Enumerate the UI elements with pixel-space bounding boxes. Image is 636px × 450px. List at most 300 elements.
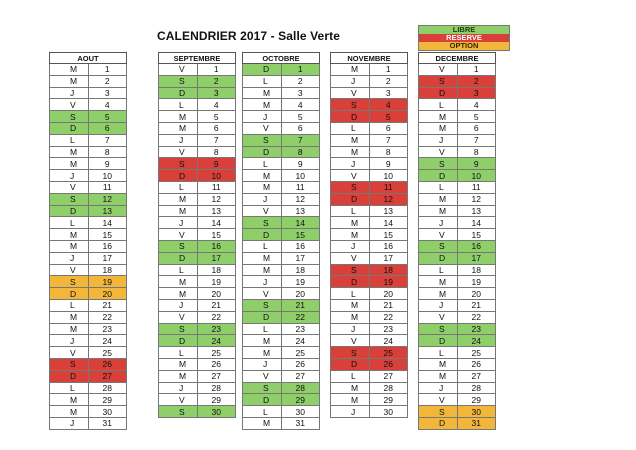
day-row	[159, 229, 236, 241]
day-row	[331, 229, 408, 241]
weekday-cell: D	[159, 252, 198, 264]
day-number-cell: 3	[281, 87, 320, 99]
day-row	[243, 99, 320, 111]
weekday-cell: M	[50, 240, 89, 252]
day-row	[419, 111, 496, 123]
day-number-cell: 11	[457, 181, 496, 193]
day-number-cell: 24	[457, 335, 496, 347]
day-row	[50, 299, 127, 311]
weekday-cell: D	[243, 229, 282, 241]
day-number-cell: 2	[88, 75, 127, 87]
weekday-cell: M	[243, 335, 282, 347]
day-row	[50, 205, 127, 217]
day-number-cell: 10	[88, 170, 127, 182]
month-header: OCTOBRE	[243, 53, 320, 64]
weekday-cell: J	[331, 75, 370, 87]
day-row	[243, 264, 320, 276]
day-row	[331, 252, 408, 264]
day-row	[419, 75, 496, 87]
weekday-cell: J	[159, 382, 198, 394]
day-row	[159, 87, 236, 99]
weekday-cell: M	[331, 229, 370, 241]
day-number-cell: 8	[369, 146, 408, 158]
day-number-cell: 21	[281, 299, 320, 311]
day-number-cell: 5	[197, 111, 236, 123]
day-number-cell: 4	[457, 99, 496, 111]
day-number-cell: 7	[369, 134, 408, 146]
day-number-cell: 26	[457, 358, 496, 370]
weekday-cell: V	[331, 335, 370, 347]
day-row	[243, 394, 320, 406]
weekday-cell: M	[331, 64, 370, 76]
day-number-cell: 4	[281, 99, 320, 111]
day-number-cell: 13	[197, 205, 236, 217]
month-header: NOVEMBRE	[331, 53, 408, 64]
day-row	[331, 347, 408, 359]
day-number-cell: 11	[369, 181, 408, 193]
weekday-cell: S	[419, 240, 458, 252]
weekday-cell: S	[159, 406, 198, 418]
day-number-cell: 5	[457, 111, 496, 123]
day-number-cell: 21	[88, 299, 127, 311]
weekday-cell: V	[159, 229, 198, 241]
day-number-cell: 13	[369, 205, 408, 217]
weekday-cell: M	[159, 122, 198, 134]
day-number-cell: 19	[281, 276, 320, 288]
day-row	[419, 382, 496, 394]
day-row	[419, 229, 496, 241]
day-number-cell: 19	[457, 276, 496, 288]
day-number-cell: 1	[197, 64, 236, 76]
weekday-cell: V	[331, 87, 370, 99]
day-row	[419, 370, 496, 382]
day-row	[159, 358, 236, 370]
weekday-cell: L	[419, 347, 458, 359]
weekday-cell: J	[419, 134, 458, 146]
day-number-cell: 26	[88, 358, 127, 370]
day-number-cell: 3	[457, 87, 496, 99]
day-row	[419, 406, 496, 418]
weekday-cell: M	[331, 134, 370, 146]
day-number-cell: 28	[88, 382, 127, 394]
day-row	[243, 181, 320, 193]
weekday-cell: M	[331, 394, 370, 406]
day-row	[243, 111, 320, 123]
weekday-cell: V	[50, 347, 89, 359]
day-number-cell: 24	[88, 335, 127, 347]
day-number-cell: 26	[369, 358, 408, 370]
day-number-cell: 20	[281, 288, 320, 300]
day-number-cell: 28	[197, 382, 236, 394]
day-row	[50, 323, 127, 335]
day-number-cell: 23	[457, 323, 496, 335]
weekday-cell: M	[50, 75, 89, 87]
day-row	[50, 122, 127, 134]
weekday-cell: D	[331, 193, 370, 205]
month-header: DECEMBRE	[419, 53, 496, 64]
weekday-cell: L	[243, 158, 282, 170]
day-number-cell: 4	[197, 99, 236, 111]
weekday-cell: J	[50, 87, 89, 99]
day-number-cell: 1	[88, 64, 127, 76]
weekday-cell: D	[50, 205, 89, 217]
day-row	[419, 323, 496, 335]
day-row	[50, 99, 127, 111]
weekday-cell: M	[50, 158, 89, 170]
day-row	[331, 205, 408, 217]
day-number-cell: 24	[281, 335, 320, 347]
weekday-cell: L	[159, 347, 198, 359]
month-table-aout	[49, 52, 127, 430]
weekday-cell: V	[50, 181, 89, 193]
day-number-cell: 16	[88, 240, 127, 252]
day-number-cell: 7	[197, 134, 236, 146]
day-number-cell: 28	[281, 382, 320, 394]
weekday-cell: V	[243, 370, 282, 382]
day-row	[331, 217, 408, 229]
day-number-cell: 6	[281, 122, 320, 134]
day-row	[331, 240, 408, 252]
day-number-cell: 19	[88, 276, 127, 288]
month-table-novembre	[330, 52, 408, 418]
weekday-cell: J	[159, 299, 198, 311]
day-row	[159, 170, 236, 182]
day-row	[419, 217, 496, 229]
day-number-cell: 7	[281, 134, 320, 146]
weekday-cell: L	[159, 181, 198, 193]
day-row	[159, 335, 236, 347]
weekday-cell: M	[159, 193, 198, 205]
day-row	[331, 122, 408, 134]
weekday-cell: S	[243, 134, 282, 146]
weekday-cell: L	[50, 217, 89, 229]
day-row	[331, 323, 408, 335]
weekday-cell: D	[50, 370, 89, 382]
weekday-cell: M	[419, 370, 458, 382]
day-row	[331, 193, 408, 205]
weekday-cell: S	[419, 158, 458, 170]
weekday-cell: S	[159, 323, 198, 335]
day-number-cell: 27	[281, 370, 320, 382]
day-row	[243, 299, 320, 311]
month-header: SEPTEMBRE	[159, 53, 236, 64]
day-row	[419, 134, 496, 146]
day-number-cell: 29	[281, 394, 320, 406]
day-row	[331, 158, 408, 170]
day-number-cell: 6	[457, 122, 496, 134]
day-number-cell: 21	[369, 299, 408, 311]
day-number-cell: 29	[88, 394, 127, 406]
weekday-cell: L	[50, 134, 89, 146]
weekday-cell: M	[331, 382, 370, 394]
day-row	[419, 252, 496, 264]
day-row	[159, 217, 236, 229]
day-number-cell: 25	[88, 347, 127, 359]
weekday-cell: L	[331, 288, 370, 300]
weekday-cell: V	[50, 264, 89, 276]
weekday-cell: D	[50, 288, 89, 300]
day-number-cell: 9	[369, 158, 408, 170]
weekday-cell: V	[419, 394, 458, 406]
day-row	[243, 193, 320, 205]
legend	[418, 25, 510, 51]
weekday-cell: V	[243, 288, 282, 300]
day-row	[159, 347, 236, 359]
day-row	[331, 170, 408, 182]
weekday-cell: J	[50, 417, 89, 429]
day-row	[243, 217, 320, 229]
day-number-cell: 12	[88, 193, 127, 205]
weekday-cell: J	[331, 323, 370, 335]
weekday-cell: L	[419, 181, 458, 193]
day-number-cell: 23	[88, 323, 127, 335]
day-number-cell: 21	[197, 299, 236, 311]
day-row	[419, 99, 496, 111]
day-number-cell: 25	[197, 347, 236, 359]
weekday-cell: M	[243, 170, 282, 182]
day-number-cell: 27	[369, 370, 408, 382]
day-number-cell: 30	[369, 406, 408, 418]
day-row	[419, 240, 496, 252]
day-number-cell: 10	[369, 170, 408, 182]
day-number-cell: 14	[457, 217, 496, 229]
weekday-cell: S	[50, 193, 89, 205]
day-number-cell: 17	[369, 252, 408, 264]
day-row	[243, 323, 320, 335]
day-number-cell: 27	[88, 370, 127, 382]
day-row	[243, 311, 320, 323]
day-row	[243, 417, 320, 429]
weekday-cell: J	[50, 170, 89, 182]
weekday-cell: J	[159, 134, 198, 146]
weekday-cell: M	[331, 217, 370, 229]
day-number-cell: 1	[281, 64, 320, 76]
weekday-cell: M	[243, 264, 282, 276]
day-row	[419, 288, 496, 300]
day-row	[159, 276, 236, 288]
day-row	[159, 394, 236, 406]
day-row	[419, 358, 496, 370]
day-row	[50, 347, 127, 359]
day-number-cell: 12	[281, 193, 320, 205]
day-row	[419, 299, 496, 311]
day-number-cell: 17	[88, 252, 127, 264]
day-row	[419, 347, 496, 359]
weekday-cell: M	[50, 406, 89, 418]
day-number-cell: 12	[197, 193, 236, 205]
weekday-cell: D	[419, 417, 458, 429]
page-title: CALENDRIER 2017 - Salle Verte	[157, 29, 340, 43]
day-row	[243, 347, 320, 359]
day-row	[419, 87, 496, 99]
day-number-cell: 25	[457, 347, 496, 359]
day-number-cell: 5	[88, 111, 127, 123]
day-number-cell: 23	[197, 323, 236, 335]
day-row	[159, 146, 236, 158]
day-number-cell: 14	[281, 217, 320, 229]
day-row	[50, 217, 127, 229]
weekday-cell: D	[419, 87, 458, 99]
day-row	[331, 99, 408, 111]
weekday-cell: S	[419, 406, 458, 418]
day-number-cell: 20	[369, 288, 408, 300]
weekday-cell: D	[243, 64, 282, 76]
day-number-cell: 31	[281, 417, 320, 429]
day-number-cell: 22	[457, 311, 496, 323]
day-row	[159, 111, 236, 123]
weekday-cell: L	[419, 99, 458, 111]
day-row	[50, 406, 127, 418]
weekday-cell: M	[331, 299, 370, 311]
day-row	[331, 64, 408, 76]
day-number-cell: 1	[369, 64, 408, 76]
weekday-cell: V	[159, 146, 198, 158]
weekday-cell: V	[331, 252, 370, 264]
day-row	[159, 288, 236, 300]
weekday-cell: J	[243, 193, 282, 205]
day-row	[419, 394, 496, 406]
day-row	[50, 288, 127, 300]
weekday-cell: D	[243, 394, 282, 406]
day-number-cell: 30	[197, 406, 236, 418]
weekday-cell: S	[331, 181, 370, 193]
day-number-cell: 3	[197, 87, 236, 99]
weekday-cell: D	[50, 122, 89, 134]
weekday-cell: J	[419, 382, 458, 394]
day-number-cell: 6	[197, 122, 236, 134]
day-row	[419, 311, 496, 323]
day-number-cell: 25	[281, 347, 320, 359]
day-number-cell: 6	[369, 122, 408, 134]
weekday-cell: D	[243, 146, 282, 158]
day-number-cell: 26	[281, 358, 320, 370]
day-row	[419, 264, 496, 276]
weekday-cell: M	[243, 347, 282, 359]
day-number-cell: 11	[197, 181, 236, 193]
day-number-cell: 7	[457, 134, 496, 146]
weekday-cell: M	[50, 64, 89, 76]
day-row	[50, 264, 127, 276]
day-row	[331, 382, 408, 394]
day-number-cell: 7	[88, 134, 127, 146]
day-number-cell: 18	[197, 264, 236, 276]
day-row	[159, 311, 236, 323]
day-row	[50, 146, 127, 158]
day-number-cell: 16	[281, 240, 320, 252]
day-number-cell: 29	[369, 394, 408, 406]
weekday-cell: M	[159, 205, 198, 217]
day-number-cell: 29	[197, 394, 236, 406]
day-row	[331, 181, 408, 193]
day-number-cell: 12	[369, 193, 408, 205]
day-number-cell: 10	[197, 170, 236, 182]
day-row	[419, 64, 496, 76]
weekday-cell: M	[50, 394, 89, 406]
day-number-cell: 22	[197, 311, 236, 323]
weekday-cell: J	[331, 158, 370, 170]
weekday-cell: M	[419, 288, 458, 300]
day-number-cell: 25	[369, 347, 408, 359]
weekday-cell: M	[159, 288, 198, 300]
day-number-cell: 30	[457, 406, 496, 418]
legend-option: OPTION	[419, 42, 509, 50]
weekday-cell: S	[159, 158, 198, 170]
day-number-cell: 31	[457, 417, 496, 429]
day-row	[50, 417, 127, 429]
day-row	[50, 240, 127, 252]
weekday-cell: J	[50, 252, 89, 264]
weekday-cell: S	[419, 323, 458, 335]
day-number-cell: 3	[369, 87, 408, 99]
day-number-cell: 4	[369, 99, 408, 111]
day-number-cell: 24	[369, 335, 408, 347]
day-row	[50, 358, 127, 370]
day-row	[243, 170, 320, 182]
weekday-cell: S	[331, 264, 370, 276]
day-row	[419, 146, 496, 158]
weekday-cell: J	[159, 217, 198, 229]
day-number-cell: 17	[281, 252, 320, 264]
weekday-cell: S	[50, 358, 89, 370]
day-number-cell: 8	[88, 146, 127, 158]
day-row	[159, 122, 236, 134]
weekday-cell: M	[331, 146, 370, 158]
day-row	[243, 134, 320, 146]
day-number-cell: 22	[88, 311, 127, 323]
day-row	[331, 146, 408, 158]
day-row	[331, 111, 408, 123]
day-row	[243, 87, 320, 99]
weekday-cell: L	[331, 122, 370, 134]
weekday-cell: M	[50, 146, 89, 158]
day-row	[50, 370, 127, 382]
day-number-cell: 20	[88, 288, 127, 300]
weekday-cell: M	[50, 229, 89, 241]
day-number-cell: 13	[281, 205, 320, 217]
weekday-cell: S	[331, 347, 370, 359]
day-row	[50, 64, 127, 76]
weekday-cell: M	[50, 311, 89, 323]
weekday-cell: L	[331, 205, 370, 217]
day-row	[419, 276, 496, 288]
day-number-cell: 1	[457, 64, 496, 76]
day-row	[159, 99, 236, 111]
day-number-cell: 9	[457, 158, 496, 170]
month-table-septembre	[158, 52, 236, 418]
weekday-cell: S	[50, 276, 89, 288]
day-number-cell: 15	[281, 229, 320, 241]
day-row	[243, 288, 320, 300]
weekday-cell: M	[50, 323, 89, 335]
weekday-cell: V	[419, 311, 458, 323]
day-row	[331, 288, 408, 300]
day-number-cell: 11	[88, 181, 127, 193]
day-number-cell: 2	[457, 75, 496, 87]
day-row	[159, 264, 236, 276]
weekday-cell: S	[243, 217, 282, 229]
day-number-cell: 16	[197, 240, 236, 252]
day-row	[159, 299, 236, 311]
day-number-cell: 28	[457, 382, 496, 394]
day-number-cell: 19	[369, 276, 408, 288]
legend-libre: LIBRE	[419, 26, 509, 34]
day-row	[159, 252, 236, 264]
weekday-cell: D	[159, 170, 198, 182]
day-number-cell: 3	[88, 87, 127, 99]
day-number-cell: 16	[457, 240, 496, 252]
day-number-cell: 9	[281, 158, 320, 170]
weekday-cell: L	[50, 299, 89, 311]
